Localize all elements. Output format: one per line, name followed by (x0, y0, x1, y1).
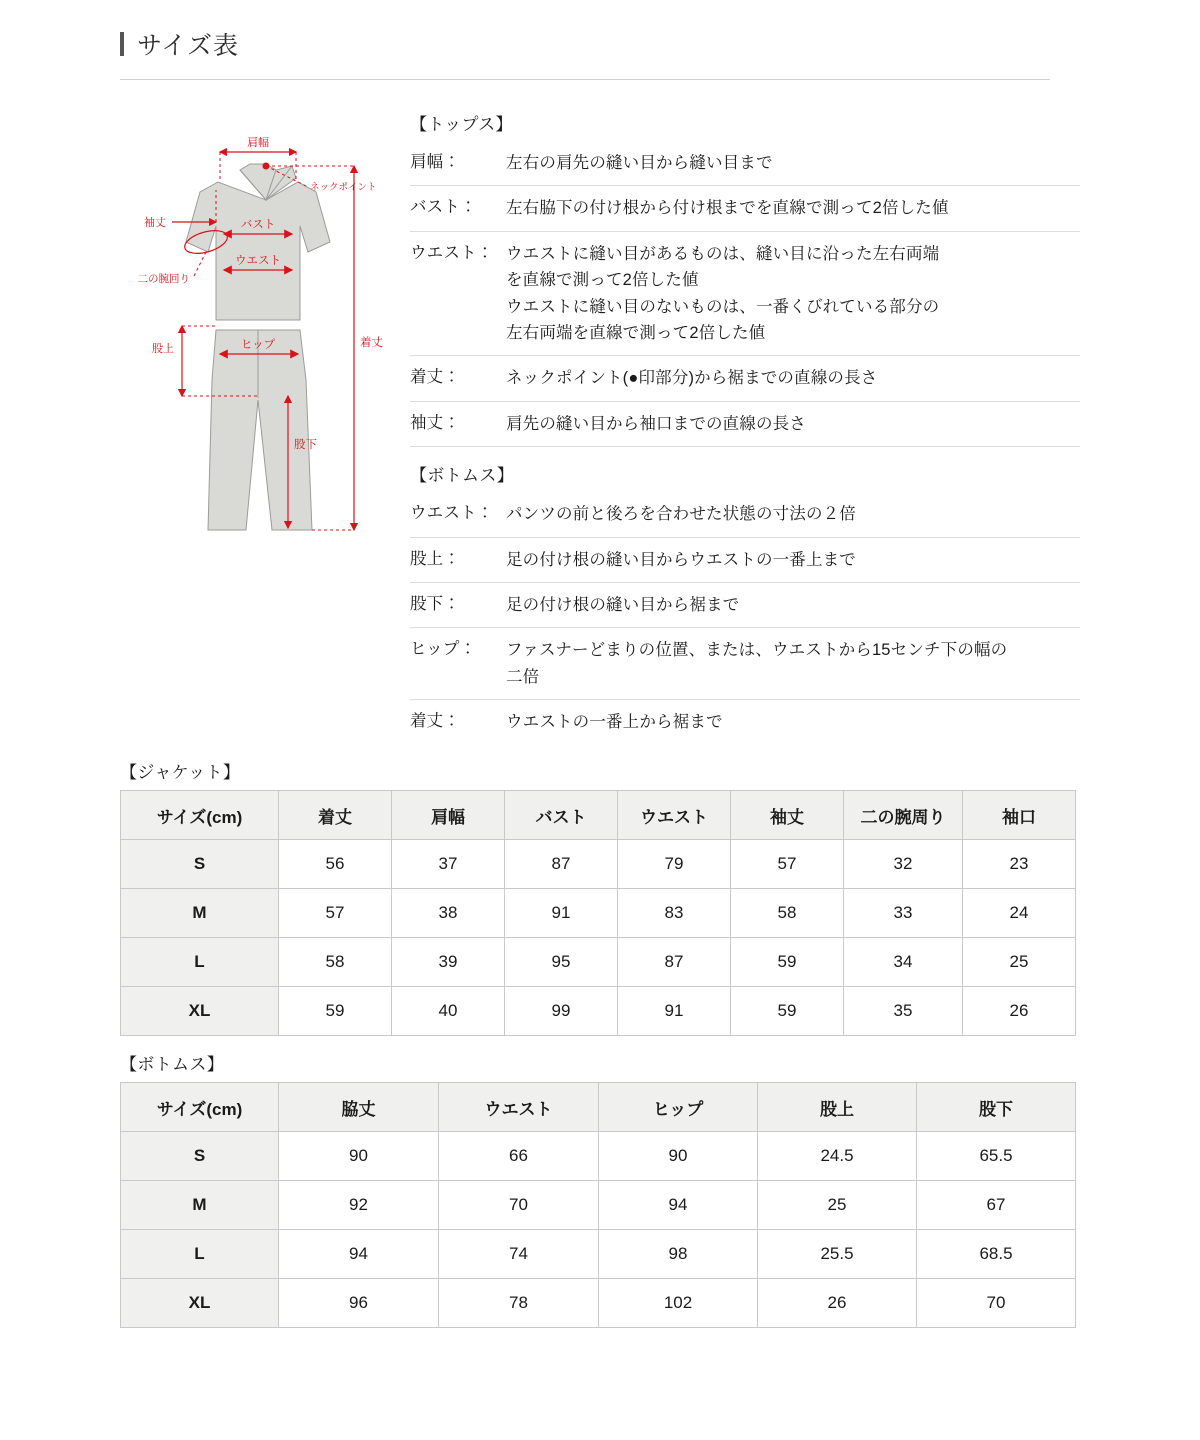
table-cell: 98 (599, 1230, 758, 1279)
page-title-text: サイズ表 (137, 32, 240, 60)
page-title (120, 26, 1080, 62)
column-header: 袖丈 (731, 791, 844, 840)
table-cell: 57 (731, 840, 844, 889)
garment-diagram (120, 96, 410, 650)
definition-row-bottoms-waist (410, 492, 1080, 537)
column-header: 脇丈 (279, 1083, 439, 1132)
table-cell: 26 (963, 987, 1076, 1036)
definition-term: 股上： (410, 549, 460, 568)
table-cell: 91 (505, 889, 618, 938)
table-cell: 87 (618, 938, 731, 987)
definition-desc-line: ファスナーどまりの位置、または、ウエストから15センチ下の幅の (506, 641, 1008, 660)
table-cell: 34 (844, 938, 963, 987)
column-header: ウエスト (618, 791, 731, 840)
definition-row-bottoms-length (410, 700, 1080, 744)
definition-term: 袖丈： (410, 413, 460, 432)
jacket-size-table (120, 790, 1076, 1036)
table-cell: 25.5 (758, 1230, 917, 1279)
definition-desc-line: を直線で測って2倍した値 (506, 271, 699, 290)
table-cell: 33 (844, 889, 963, 938)
table-cell: 25 (963, 938, 1076, 987)
column-header: 股上 (758, 1083, 917, 1132)
page-header (120, 0, 1080, 80)
definition-row-bottoms-hip (410, 628, 1080, 700)
definition-desc (506, 241, 1080, 347)
svg-text:ウエスト: ウエスト (235, 255, 281, 267)
row-header: S (121, 840, 279, 889)
definition-desc (506, 195, 1080, 221)
row-header: L (121, 1230, 279, 1279)
definition-desc-line: 左右の肩先の縫い目から縫い目まで (506, 154, 773, 172)
table-cell: 32 (844, 840, 963, 889)
table-cell: 70 (917, 1279, 1076, 1328)
table-cell: 92 (279, 1181, 439, 1230)
table-cell: 68.5 (917, 1230, 1076, 1279)
table-cell: 24.5 (758, 1132, 917, 1181)
table-cell: 90 (279, 1132, 439, 1181)
table-row (121, 938, 1076, 987)
definition-desc (506, 709, 1080, 735)
definition-desc-line: ネックポイント(●印部分)から裾までの直線の長さ (506, 369, 878, 388)
definition-desc-line: ウエストの一番上から裾まで (506, 713, 723, 732)
column-header: サイズ(cm) (121, 1083, 279, 1132)
table-cell: 83 (618, 889, 731, 938)
table-cell: 67 (917, 1181, 1076, 1230)
row-header: S (121, 1132, 279, 1181)
definition-desc-line: ウエストに縫い目のないものは、一番くびれている部分の (506, 297, 940, 316)
definition-row-tops-length (410, 356, 1080, 401)
column-header: 肩幅 (392, 791, 505, 840)
table-row (121, 1132, 1076, 1181)
table-cell: 102 (599, 1279, 758, 1328)
row-header: L (121, 938, 279, 987)
definition-row-tops-waist (410, 232, 1080, 357)
definition-desc (506, 637, 1080, 690)
table-cell: 95 (505, 938, 618, 987)
definition-row-tops-bust (410, 186, 1080, 231)
table-row (121, 987, 1076, 1036)
table-row (121, 1279, 1076, 1328)
bottoms-table-caption: 【ボトムス】 (120, 1055, 225, 1075)
title-accent-bar (120, 32, 124, 56)
bottoms-size-table (120, 1082, 1076, 1328)
table-cell: 38 (392, 889, 505, 938)
table-cell: 40 (392, 987, 505, 1036)
svg-text:着丈: 着丈 (360, 337, 383, 349)
table-row (121, 889, 1076, 938)
row-header: XL (121, 987, 279, 1036)
row-header: M (121, 889, 279, 938)
table-cell: 26 (758, 1279, 917, 1328)
garment-illustration-svg (120, 130, 410, 650)
definition-row-bottoms-inseam (410, 583, 1080, 628)
definition-desc-line: 肩先の縫い目から袖口までの直線の長さ (506, 414, 806, 433)
definition-desc-line: 左右脇下の付け根から付け根までを直線で測って2倍した値 (506, 199, 949, 218)
definition-desc (506, 365, 1080, 391)
table-cell: 79 (618, 840, 731, 889)
table-cell: 24 (963, 889, 1076, 938)
tops-heading: 【トップス】 (410, 115, 513, 134)
definition-desc (506, 150, 1080, 176)
bottoms-heading: 【ボトムス】 (410, 466, 515, 486)
column-header: ウエスト (439, 1083, 599, 1132)
svg-text:肩幅: 肩幅 (247, 137, 269, 149)
svg-text:バスト: バスト (240, 219, 276, 231)
definition-desc-line: ウエストに縫い目があるものは、縫い目に沿った左右両端 (506, 244, 940, 263)
definitions-column (410, 96, 1080, 744)
column-header: 股下 (917, 1083, 1076, 1132)
svg-text:股下: 股下 (294, 439, 317, 451)
table-cell: 91 (618, 987, 731, 1036)
column-header: バスト (505, 791, 618, 840)
table-cell: 37 (392, 840, 505, 889)
svg-text:ヒップ: ヒップ (240, 339, 276, 351)
table-cell: 70 (439, 1181, 599, 1230)
row-header: M (121, 1181, 279, 1230)
column-header: 着丈 (279, 791, 392, 840)
definition-term: ヒップ： (410, 640, 477, 659)
table-cell: 96 (279, 1279, 439, 1328)
definition-desc (506, 592, 1080, 618)
definition-desc-line: 足の付け根の縫い目からウエストの一番上まで (506, 550, 856, 569)
definition-desc (506, 547, 1080, 573)
table-header-row (121, 1083, 1076, 1132)
jacket-table-block (120, 758, 1080, 1036)
definition-desc-line: 二倍 (506, 667, 540, 686)
definition-row-tops-shoulder (410, 141, 1080, 186)
table-cell: 58 (279, 938, 392, 987)
table-cell: 87 (505, 840, 618, 889)
table-row (121, 1230, 1076, 1279)
definition-term: 着丈： (410, 712, 460, 731)
definition-term: 肩幅： (410, 153, 460, 171)
table-cell: 94 (599, 1181, 758, 1230)
column-header: サイズ(cm) (121, 791, 279, 840)
definition-term: 股下： (410, 594, 460, 613)
definition-desc (506, 411, 1080, 437)
table-cell: 65.5 (917, 1132, 1076, 1181)
table-cell: 74 (439, 1230, 599, 1279)
table-cell: 78 (439, 1279, 599, 1328)
table-cell: 94 (279, 1230, 439, 1279)
definition-desc-line: 足の付け根の縫い目から裾まで (506, 595, 740, 614)
table-cell: 25 (758, 1181, 917, 1230)
column-header: 二の腕周り (844, 791, 963, 840)
table-cell: 35 (844, 987, 963, 1036)
svg-text:袖丈: 袖丈 (144, 217, 166, 229)
definition-desc-line: パンツの前と後ろを合わせた状態の寸法の２倍 (506, 505, 856, 524)
table-cell: 59 (731, 987, 844, 1036)
bottoms-table-block (120, 1050, 1080, 1328)
table-cell: 39 (392, 938, 505, 987)
column-header: 袖口 (963, 791, 1076, 840)
definition-term: ウエスト： (410, 504, 494, 523)
table-header-row (121, 791, 1076, 840)
table-cell: 56 (279, 840, 392, 889)
title-divider (120, 79, 1050, 80)
table-cell: 59 (279, 987, 392, 1036)
table-row (121, 840, 1076, 889)
table-cell: 66 (439, 1132, 599, 1181)
definition-row-tops-sleeve (410, 402, 1080, 447)
definition-desc (506, 501, 1080, 527)
definition-term: バスト： (410, 198, 477, 217)
svg-text:二の腕回り: 二の腕回り (137, 273, 190, 285)
definition-term: ウエスト： (410, 243, 494, 262)
row-header: XL (121, 1279, 279, 1328)
table-cell: 58 (731, 889, 844, 938)
table-cell: 59 (731, 938, 844, 987)
jacket-table-caption: 【ジャケット】 (120, 763, 241, 783)
table-cell: 57 (279, 889, 392, 938)
svg-text:ネックポイント: ネックポイント (310, 182, 377, 193)
definitions-section (120, 96, 1080, 744)
definition-term: 着丈： (410, 368, 460, 387)
table-cell: 99 (505, 987, 618, 1036)
definition-row-bottoms-rise (410, 538, 1080, 583)
table-row (121, 1181, 1076, 1230)
table-cell: 90 (599, 1132, 758, 1181)
column-header: ヒップ (599, 1083, 758, 1132)
table-cell: 23 (963, 840, 1076, 889)
definition-desc-line: 左右両端を直線で測って2倍した値 (506, 323, 766, 342)
svg-text:股上: 股上 (152, 343, 174, 355)
